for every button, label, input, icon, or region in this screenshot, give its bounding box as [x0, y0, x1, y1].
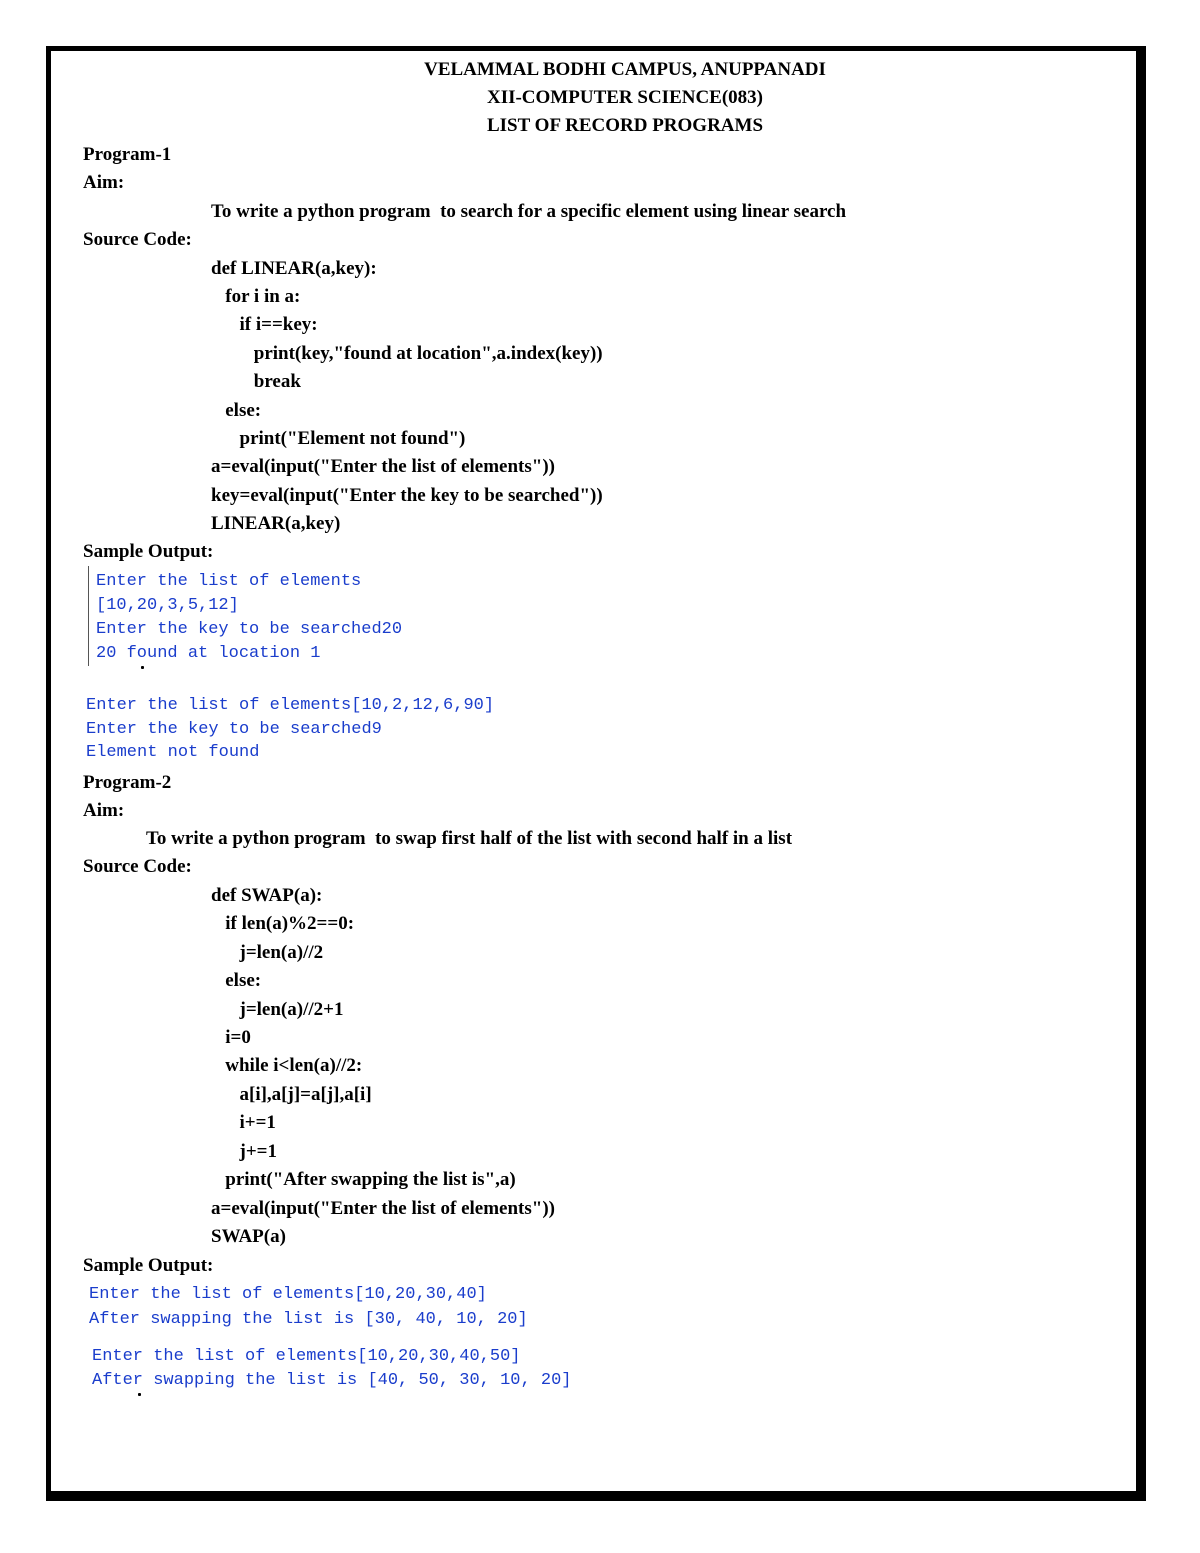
output-margin-line — [88, 566, 89, 666]
program2-code-line: i=0 — [211, 1027, 251, 1048]
program1-output-label: Sample Output: — [83, 541, 214, 562]
program2-output-line: After swapping the list is [30, 40, 10, 20] — [89, 1310, 528, 1329]
program2-source-label: Source Code: — [83, 856, 192, 877]
program2-code-line: a=eval(input("Enter the list of elements")) — [211, 1198, 555, 1219]
program2-code-line: a[i],a[j]=a[j],a[i] — [211, 1084, 372, 1105]
cursor-dot — [138, 1393, 141, 1396]
program1-code-line: a=eval(input("Enter the list of elements")) — [211, 456, 555, 477]
program2-output-label: Sample Output: — [83, 1255, 214, 1276]
program2-code-line: SWAP(a) — [211, 1226, 286, 1247]
program2-code-line: def SWAP(a): — [211, 885, 323, 906]
program2-aim-text: To write a python program to swap first half of the list with second half in a list — [146, 828, 793, 849]
school-name: VELAMMAL BODHI CAMPUS, ANUPPANADI — [424, 59, 826, 80]
program2-code-line: else: — [211, 970, 262, 991]
program1-code-line: else: — [211, 400, 262, 421]
program2-output-line: Enter the list of elements[10,20,30,40] — [89, 1285, 487, 1304]
program2-code-line: if len(a)%2==0: — [211, 913, 355, 934]
program1-aim-text: To write a python program to search for a specific element using linear search — [211, 201, 847, 222]
program1-output-line: Element not found — [86, 743, 260, 762]
program2-output-line: Enter the list of elements[10,20,30,40,50] — [92, 1347, 521, 1366]
program2-code-line: i+=1 — [211, 1112, 276, 1133]
program1-code-line: def LINEAR(a,key): — [211, 258, 377, 279]
program2-title: Program-2 — [83, 772, 172, 793]
program1-code-line: break — [211, 371, 301, 392]
program2-output-line: After swapping the list is [40, 50, 30, 10, 20] — [92, 1371, 572, 1390]
program1-title: Program-1 — [83, 144, 172, 165]
program1-source-label: Source Code: — [83, 229, 192, 250]
program2-code-line: while i<len(a)//2: — [211, 1055, 363, 1076]
program1-code-line: for i in a: — [211, 286, 301, 307]
program1-code-line: if i==key: — [211, 314, 318, 335]
program2-code-line: j+=1 — [211, 1141, 277, 1162]
document-title: LIST OF RECORD PROGRAMS — [486, 115, 764, 136]
program1-output-line: Enter the key to be searched9 — [86, 720, 382, 739]
program2-aim-label: Aim: — [83, 800, 125, 821]
program1-output-line: [10,20,3,5,12] — [96, 596, 239, 615]
program1-code-line: print("Element not found") — [211, 428, 466, 449]
program2-code-line: print("After swapping the list is",a) — [211, 1169, 516, 1190]
program1-output-line: Enter the list of elements[10,2,12,6,90] — [86, 696, 495, 715]
program1-aim-label: Aim: — [83, 172, 125, 193]
program1-output-line: 20 found at location 1 — [96, 644, 321, 663]
subject-title: XII-COMPUTER SCIENCE(083) — [486, 87, 764, 108]
program1-output-line: Enter the list of elements — [96, 572, 362, 591]
program1-code-line: key=eval(input("Enter the key to be searched")) — [211, 485, 603, 506]
program1-code-line: LINEAR(a,key) — [211, 513, 341, 534]
program2-code-line: j=len(a)//2+1 — [211, 999, 344, 1020]
program1-code-line: print(key,"found at location",a.index(key)) — [211, 343, 603, 364]
program1-output-line: Enter the key to be searched20 — [96, 620, 403, 639]
cursor-dot — [141, 666, 144, 669]
program2-code-line: j=len(a)//2 — [211, 942, 324, 963]
